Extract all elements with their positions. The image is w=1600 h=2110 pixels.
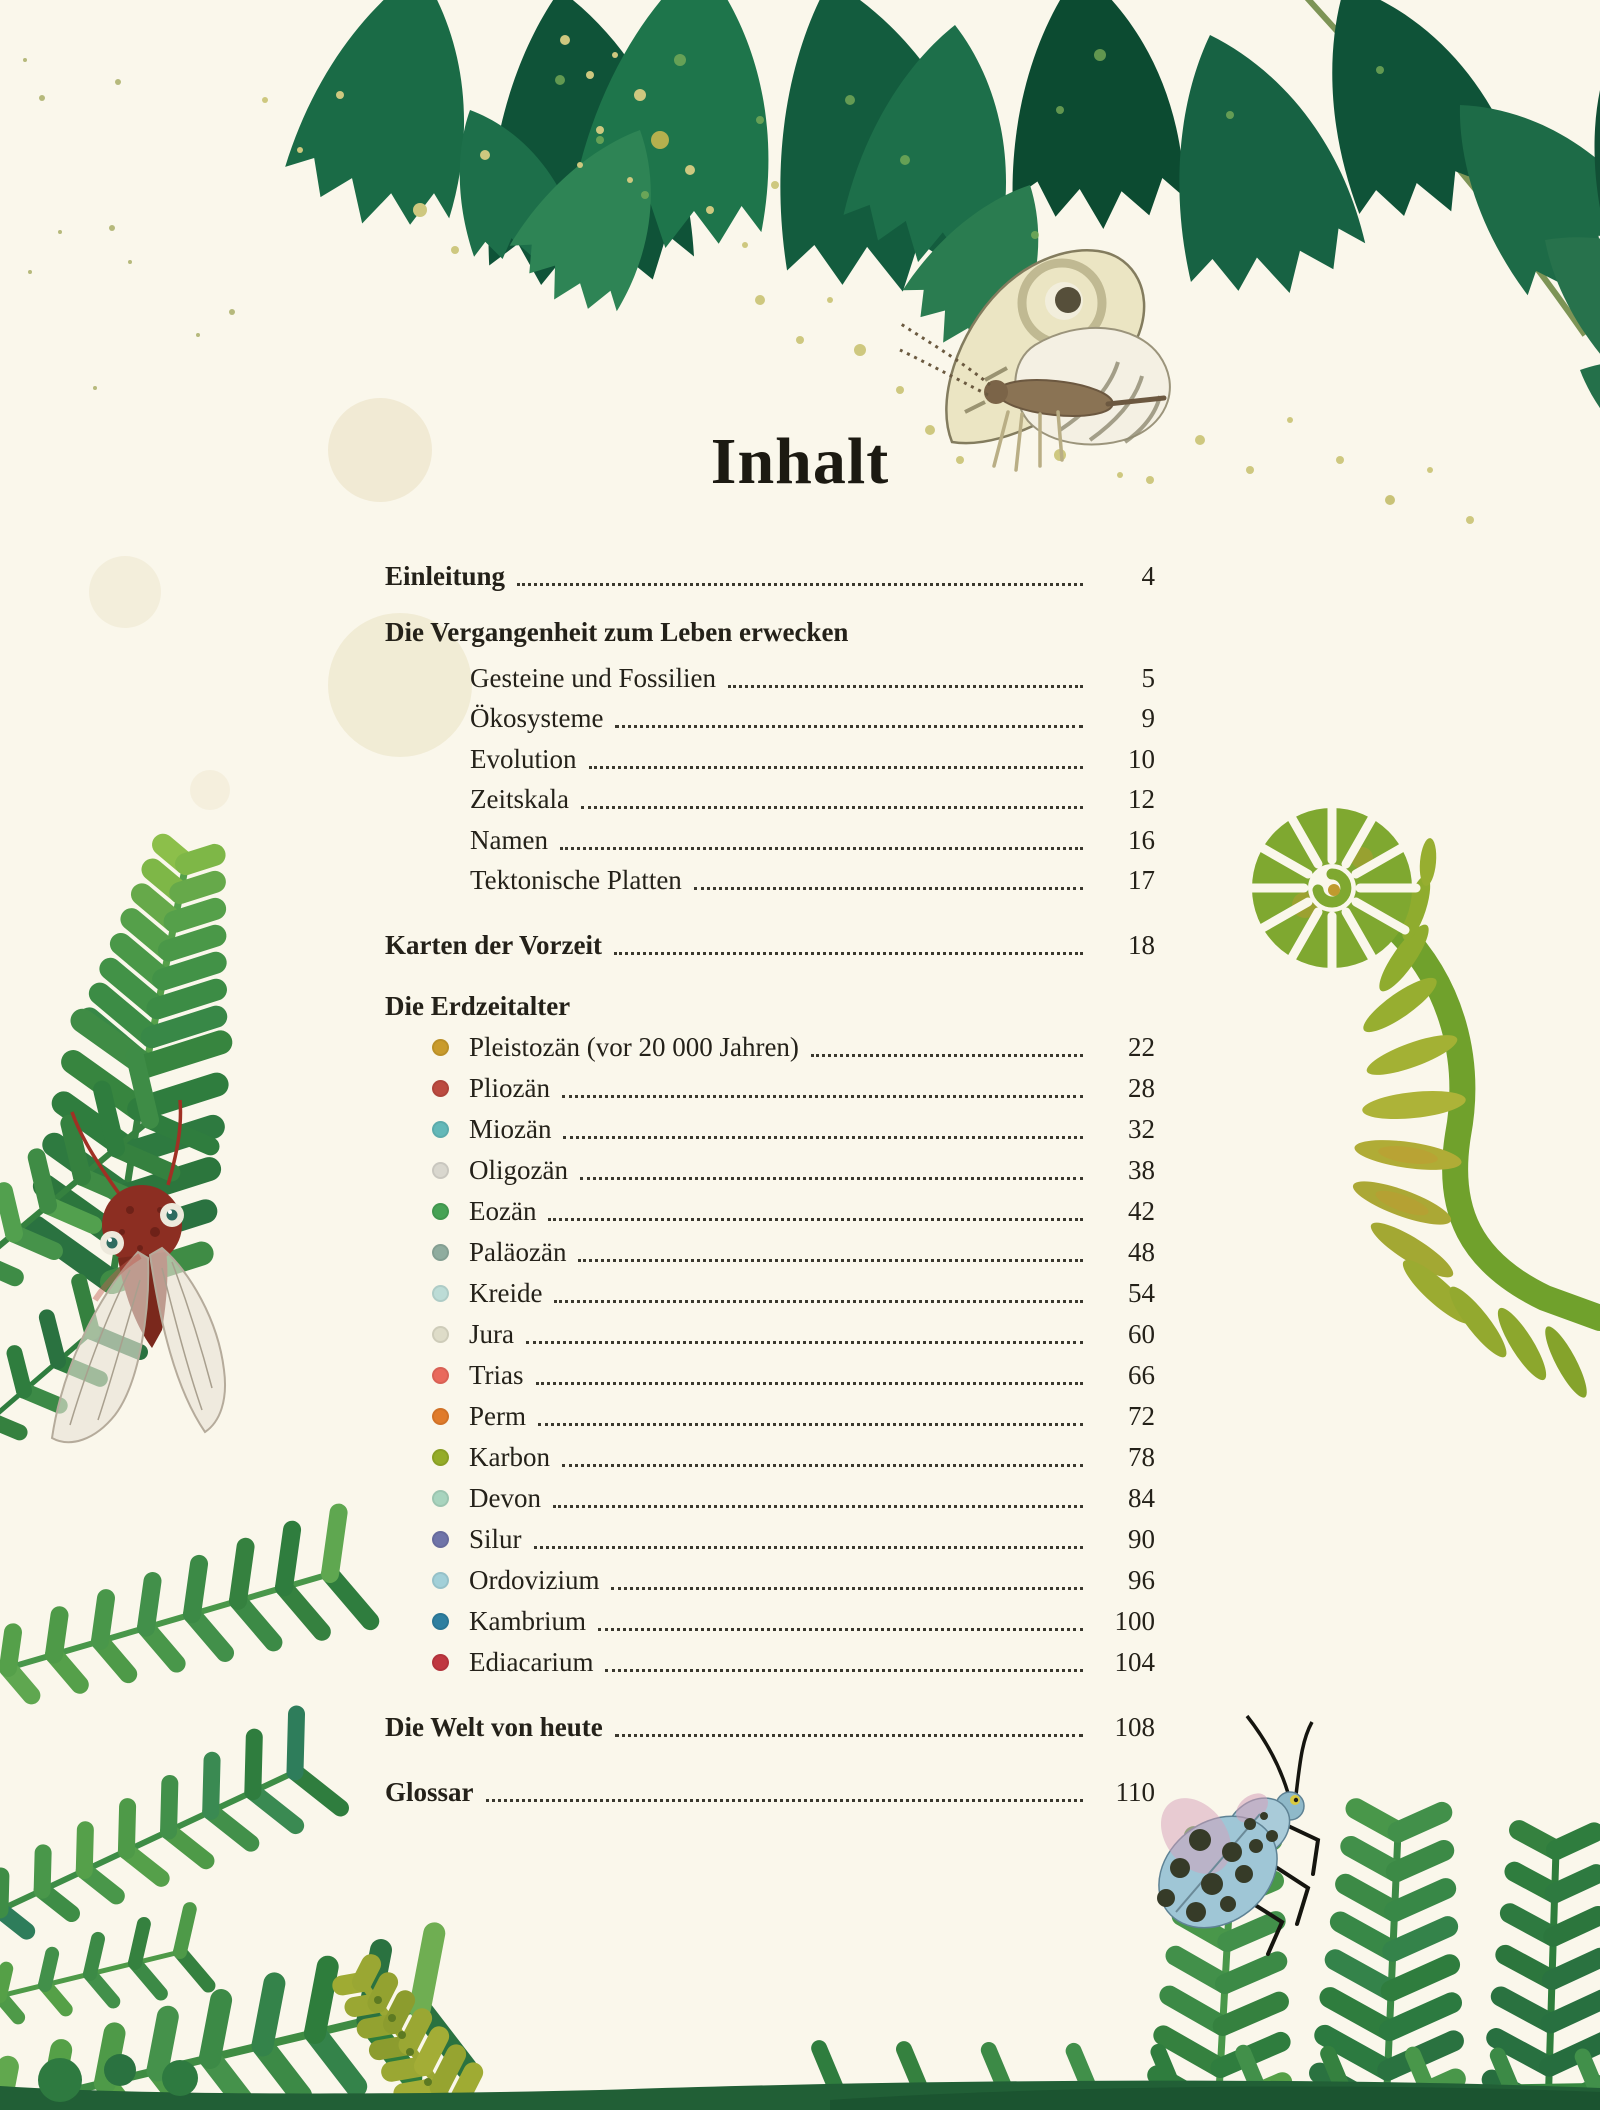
toc-entry <box>385 925 1155 965</box>
toc-entry <box>385 860 1155 900</box>
toc-entry <box>385 658 1155 698</box>
toc-entry-label: Pliozän <box>469 1073 550 1103</box>
era-color-dot-icon <box>432 1285 449 1302</box>
dotted-leader <box>562 1095 1083 1098</box>
toc-entry <box>385 1314 1155 1354</box>
toc-page-number: 22 <box>1128 1032 1155 1062</box>
dotted-leader <box>615 725 1083 728</box>
toc-entry-label: Karbon <box>469 1442 550 1472</box>
era-color-dot-icon <box>432 1449 449 1466</box>
toc-page-number: 16 <box>1128 825 1155 855</box>
dotted-leader <box>517 583 1083 586</box>
era-color-dot-icon <box>432 1531 449 1548</box>
toc-entry <box>385 1232 1155 1272</box>
era-color-dot-icon <box>432 1121 449 1138</box>
dotted-leader <box>589 766 1084 769</box>
dotted-leader <box>598 1628 1083 1631</box>
dotted-leader <box>605 1669 1083 1672</box>
toc-page-number: 84 <box>1128 1483 1155 1513</box>
toc-entry <box>385 1355 1155 1395</box>
dotted-leader <box>614 952 1083 955</box>
era-color-dot-icon <box>432 1408 449 1425</box>
toc-entry-label: Perm <box>469 1401 526 1431</box>
toc-entry-label: Jura <box>469 1319 514 1349</box>
toc-page-number: 54 <box>1128 1278 1155 1308</box>
dotted-leader <box>486 1799 1083 1802</box>
dotted-leader <box>615 1734 1083 1737</box>
toc-entry <box>385 779 1155 819</box>
toc-page-number: 9 <box>1141 703 1155 733</box>
toc-entry-label: Ökosysteme <box>470 703 604 733</box>
dotted-leader <box>611 1587 1083 1590</box>
dotted-leader <box>526 1341 1083 1344</box>
toc-entry <box>385 1601 1155 1641</box>
toc-page-number: 18 <box>1128 930 1155 960</box>
beetle-antenna <box>1296 1722 1312 1795</box>
toc-entry-label: Devon <box>469 1483 541 1513</box>
toc-entry-label: Glossar <box>385 1777 474 1807</box>
toc-page-number: 32 <box>1128 1114 1155 1144</box>
toc-entry <box>385 1437 1155 1477</box>
toc-entry-label: Die Vergangenheit zum Leben erwecken <box>385 617 849 647</box>
dotted-leader <box>536 1382 1083 1385</box>
toc-entry <box>385 1772 1155 1812</box>
era-color-dot-icon <box>432 1326 449 1343</box>
fern-frond <box>8 1513 370 1696</box>
toc-page-number: 10 <box>1128 744 1155 774</box>
toc-entry <box>385 1396 1155 1436</box>
dotted-leader <box>554 1300 1083 1303</box>
era-color-dot-icon <box>432 1490 449 1507</box>
toc-entry-label: Kreide <box>469 1278 543 1308</box>
toc-entry-label: Namen <box>470 825 548 855</box>
toc-entry-label: Ediacarium <box>469 1647 594 1677</box>
toc-entry-label: Die Welt von heute <box>385 1712 603 1742</box>
toc-page-number: 90 <box>1128 1524 1155 1554</box>
beetle-antenna <box>1247 1716 1288 1793</box>
dotted-leader <box>562 1464 1083 1467</box>
toc-section-header <box>385 986 1155 1026</box>
toc-entry <box>385 1068 1155 1108</box>
toc-entry <box>385 1109 1155 1149</box>
toc-page-number: 17 <box>1128 865 1155 895</box>
dotted-leader <box>553 1505 1083 1508</box>
toc-page-number: 110 <box>1115 1777 1155 1807</box>
toc-entry <box>385 739 1155 779</box>
toc-entry-label: Silur <box>469 1524 522 1554</box>
beetle-leg <box>1284 1824 1318 1874</box>
toc-page-number: 28 <box>1128 1073 1155 1103</box>
era-color-dot-icon <box>432 1572 449 1589</box>
era-color-dot-icon <box>432 1203 449 1220</box>
toc-page-number: 78 <box>1128 1442 1155 1472</box>
dotted-leader <box>728 685 1083 688</box>
toc-entry-label: Karten der Vorzeit <box>385 930 602 960</box>
toc-page-number: 66 <box>1128 1360 1155 1390</box>
toc-section-header <box>385 612 1155 652</box>
era-color-dot-icon <box>432 1039 449 1056</box>
era-color-dot-icon <box>432 1244 449 1261</box>
dotted-leader <box>563 1136 1083 1139</box>
toc-page-number: 100 <box>1114 1606 1155 1636</box>
toc-entry <box>385 698 1155 738</box>
toc-entry-label: Evolution <box>470 744 577 774</box>
toc-page-number: 38 <box>1128 1155 1155 1185</box>
toc-entry-label: Kambrium <box>469 1606 586 1636</box>
toc-page-number: 5 <box>1141 663 1155 693</box>
dotted-leader <box>538 1423 1083 1426</box>
toc-entry <box>385 820 1155 860</box>
toc-page-number: 96 <box>1128 1565 1155 1595</box>
ginkgo-leaves-illustration <box>276 0 1600 490</box>
era-color-dot-icon <box>432 1367 449 1384</box>
toc-page-number: 4 <box>1141 561 1155 591</box>
toc-entry <box>385 1273 1155 1313</box>
fiddlehead-coil <box>1248 804 1416 972</box>
toc-entry-label: Eozän <box>469 1196 537 1226</box>
toc-page-number: 48 <box>1128 1237 1155 1267</box>
cicada-wing <box>150 1248 225 1432</box>
toc-page-number: 42 <box>1128 1196 1155 1226</box>
dotted-leader <box>580 1177 1083 1180</box>
toc-entry <box>385 1027 1155 1067</box>
toc-entry-label: Pleistozän (vor 20 000 Jahren) <box>469 1032 799 1062</box>
page-title: Inhalt <box>710 425 890 498</box>
dotted-leader <box>560 847 1083 850</box>
toc-entry-label: Oligozän <box>469 1155 568 1185</box>
dotted-leader <box>578 1259 1083 1262</box>
era-color-dot-icon <box>432 1613 449 1630</box>
era-color-dot-icon <box>432 1080 449 1097</box>
toc-page-number: 72 <box>1128 1401 1155 1431</box>
dotted-leader <box>811 1054 1083 1057</box>
toc-entry-label: Tektonische Platten <box>470 865 682 895</box>
toc-page-number: 108 <box>1114 1712 1155 1742</box>
fiddlehead-fern-illustration <box>1248 804 1600 1402</box>
toc-entry <box>385 1191 1155 1231</box>
toc-entry-label: Gesteine und Fossilien <box>470 663 716 693</box>
toc-entry <box>385 1560 1155 1600</box>
fern-frond <box>0 1714 340 1931</box>
toc-entry <box>385 1150 1155 1190</box>
toc-entry <box>385 1519 1155 1559</box>
spotted-beetle-illustration <box>1137 1716 1318 1954</box>
era-color-dot-icon <box>432 1654 449 1671</box>
dotted-leader <box>548 1218 1083 1221</box>
toc-page-number: 12 <box>1128 784 1155 814</box>
toc-entry <box>385 1642 1155 1682</box>
toc-page-number: 104 <box>1114 1647 1155 1677</box>
toc-entry-label: Trias <box>469 1360 524 1390</box>
toc-entry-label: Zeitskala <box>470 784 569 814</box>
toc-page-number: 60 <box>1128 1319 1155 1349</box>
toc-entry-label: Miozän <box>469 1114 552 1144</box>
toc-entry <box>385 1707 1155 1747</box>
toc-entry-label: Einleitung <box>385 561 506 591</box>
toc-entry-label: Paläozän <box>469 1237 567 1267</box>
toc-entry-label: Ordovizium <box>469 1565 600 1595</box>
dotted-leader <box>534 1546 1083 1549</box>
dotted-leader <box>581 806 1083 809</box>
toc-entry <box>385 1478 1155 1518</box>
toc-list <box>385 556 1155 1812</box>
toc-entry <box>385 556 1155 596</box>
dotted-leader <box>694 887 1083 890</box>
toc-entry-label: Die Erdzeitalter <box>385 991 571 1021</box>
era-color-dot-icon <box>432 1162 449 1179</box>
